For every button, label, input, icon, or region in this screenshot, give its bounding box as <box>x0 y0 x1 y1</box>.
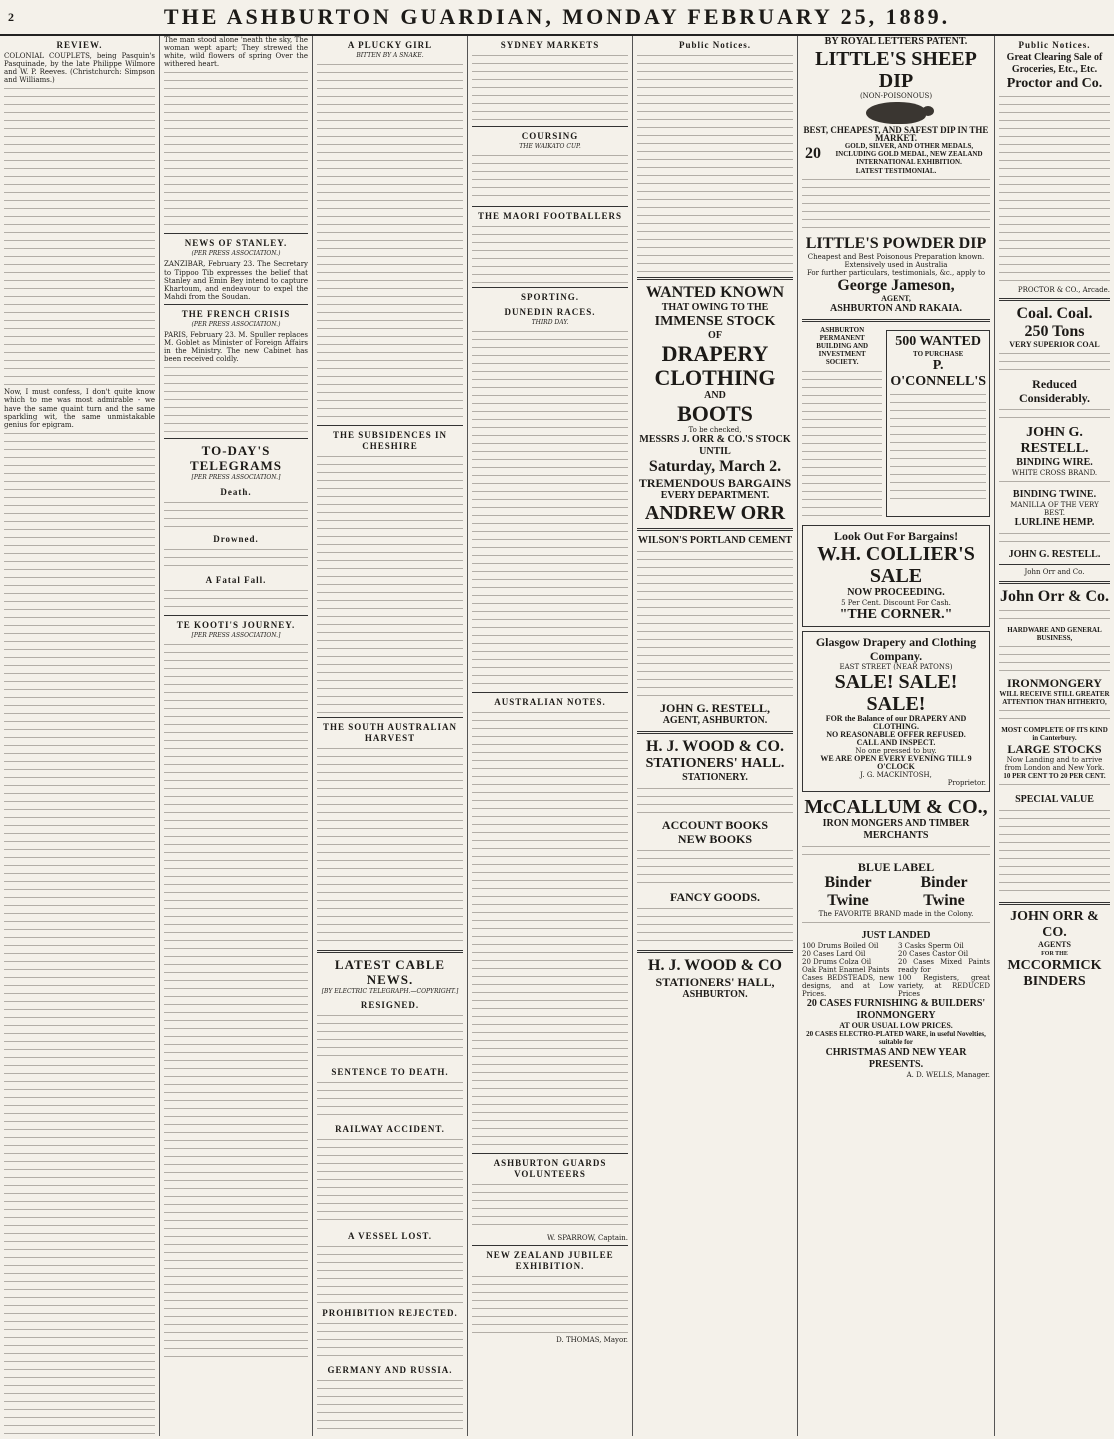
notices-heading-right: Public Notices. <box>1018 40 1091 50</box>
coursing-sub: THE WAIKATO CUP. <box>519 143 581 150</box>
french-text <box>164 365 308 435</box>
sporting-heading: SPORTING. <box>521 292 579 303</box>
stationers-heading-1: STATIONERS' HALL. <box>645 756 785 772</box>
resigned-heading: RESIGNED. <box>360 1000 420 1011</box>
hardware-body <box>999 644 1110 674</box>
blue-label-heading: BLUE LABEL <box>857 859 935 874</box>
corner-heading: "THE CORNER." <box>839 606 953 622</box>
coal-tons: 250 Tons <box>1024 323 1085 341</box>
reduced-text <box>999 407 1110 423</box>
notices-text <box>637 53 793 273</box>
balance-text: FOR the Balance of our DRAPERY AND CLOTHING. <box>825 713 967 731</box>
coal-quality: VERY SUPERIOR COAL <box>1009 340 1100 350</box>
volunteers-sign: W. SPARROW, Captain. <box>546 1234 628 1243</box>
large-stocks-heading: LARGE STOCKS <box>1007 742 1102 757</box>
boots-heading: BOOTS <box>677 401 753 426</box>
collier-heading: W.H. COLLIER'S SALE <box>817 542 975 587</box>
column-telegrams <box>160 36 313 1436</box>
landed-right-item: 3 Casks Sperm Oil <box>898 941 964 950</box>
jameson-pre: For further particulars, testimonials, &c., apply to <box>806 268 986 277</box>
account-books-heading: ACCOUNT BOOKS <box>661 818 769 833</box>
wanted-500-heading: 500 WANTED <box>895 334 981 350</box>
coal-heading: Coal. Coal. <box>1016 305 1093 323</box>
review-note: Now, I must confess, I don't quite know which to me was most admirable - we have the same quaint turn and the same sparkling wit, the same unmistakable genius for epigram. <box>4 388 155 429</box>
manilla-text: MANILLA OF THE VERY BEST. <box>1010 501 1099 518</box>
restell-heading-2: JOHN G. RESTELL. <box>1008 549 1101 561</box>
page-columns <box>0 36 1114 1436</box>
dunedin-heading: DUNEDIN RACES. <box>504 307 596 318</box>
attention-body <box>999 708 1110 724</box>
jubilee-text <box>472 1274 628 1334</box>
to-be-checked: To be checked, <box>688 426 742 434</box>
clearing-heading: Great Clearing Sale of Groceries, Etc., Etc. <box>1006 52 1103 75</box>
landed-right-item: 20 Cases Mixed Paints ready for <box>898 957 990 974</box>
french-body: PARIS, February 23. M. Spuller replaces M. Goblet as Minister of Foreign Affairs in the Ministry. The new Cabinet has been received coldly. <box>164 331 308 364</box>
orr-intro-text <box>999 608 1110 624</box>
mccallum-heading: McCALLUM & CO., <box>804 795 988 818</box>
proctor-heading: Proctor and Co. <box>1006 76 1103 91</box>
saturday-heading: Saturday, March 2. <box>648 458 782 476</box>
society-text <box>802 369 882 519</box>
notices-heading: Public Notices. <box>679 40 751 50</box>
pressed-text: No one pressed to buy. <box>855 747 937 756</box>
column-news <box>313 36 468 1436</box>
open-text: WE ARE OPEN EVERY EVENING TILL 9 O'CLOCK <box>820 754 972 772</box>
no-reasonable-text: NO REASONABLE OFFER REFUSED. <box>826 729 966 739</box>
powder-dip-sub: Cheapest and Best Poisonous Preparation known. Extensively used in Australia <box>807 252 985 269</box>
cable-news-sub: [BY ELECTRIC TELEGRAPH.—COPYRIGHT.] <box>321 988 459 996</box>
french-sub: (PER PRESS ASSOCIATION.) <box>191 320 281 328</box>
ironmongery-heading: IRONMONGERY <box>1007 675 1102 690</box>
favourite-text <box>802 920 990 928</box>
lurline-text <box>999 531 1110 547</box>
volunteers-text <box>472 1182 628 1232</box>
stanley-sub: (PER PRESS ASSOCIATION.) <box>191 250 281 258</box>
testimonial-text <box>802 177 990 233</box>
maori-heading: THE MAORI FOOTBALLERS <box>477 211 623 222</box>
harvest-heading: THE SOUTH AUSTRALIAN HARVEST <box>322 722 458 744</box>
review-lead: COLONIAL COUPLETS, being Pasquin's Pasquinade, by the late Philippe Wilmore and W. P. Reeves. (Christchurch: Simpson and Williams.) <box>4 52 155 85</box>
stationery-text <box>637 786 793 816</box>
landed-right-item: 20 Cases Castor Oil <box>898 949 969 958</box>
bargains-heading: TREMENDOUS BARGAINS <box>638 476 792 491</box>
society-heading: ASHBURTON PERMANENT BUILDING AND INVESTMENT SOCIETY. <box>816 326 869 367</box>
stanley-body: ZANZIBAR, February 23. The Secretary to Tippoo Tib expresses the belief that Stanley and Emin Bey intend to capture Khartoum, and endeavour to expel the Mahdi from the Soudan. <box>164 260 308 301</box>
white-cross: WHITE CROSS BRAND. <box>1011 469 1098 478</box>
railway-heading: RAILWAY ACCIDENT. <box>335 1124 445 1135</box>
landed-left-item: Oak Paint Enamel Paints <box>802 965 890 974</box>
andrew-orr-heading: ANDREW ORR <box>644 502 786 525</box>
and-text: AND <box>704 390 726 401</box>
resigned-text <box>317 1013 463 1063</box>
for-the-text: FOR THE <box>1041 950 1068 957</box>
telegrams-sub: [PER PRESS ASSOCIATION.] <box>191 474 281 482</box>
wanted-known-heading: WANTED KNOWN <box>645 284 785 301</box>
sheep-icon <box>866 102 926 124</box>
railway-text <box>317 1137 463 1227</box>
column-review <box>0 36 160 1436</box>
special-value-heading: SPECIAL VALUE <box>1015 794 1094 806</box>
testimonial-heading: LATEST TESTIMONIAL. <box>855 166 937 175</box>
prohibition-text <box>317 1321 463 1361</box>
clothing-heading: CLOTHING <box>654 365 776 390</box>
coursing-text <box>472 153 628 203</box>
landed-left-item: 20 Cases Lard Oil <box>802 949 866 958</box>
oconnell-text <box>890 392 986 502</box>
white-cross-text <box>999 479 1110 487</box>
landed-left-item: Cases BEDSTEADS, new designs, and at Low Prices. <box>802 974 894 999</box>
cable-news-heading: LATEST CABLE NEWS. <box>334 957 446 988</box>
jameson-agent: AGENT, <box>881 293 911 303</box>
jubilee-sign: D. THOMAS, Mayor. <box>556 1336 628 1345</box>
binding-twine-heading: BINDING TWINE. <box>1012 489 1097 501</box>
wanted-line-3: OF <box>708 330 722 341</box>
reduced-heading: Reduced Considerably. <box>1018 377 1090 406</box>
volunteers-heading: ASHBURTON GUARDS VOLUNTEERS <box>493 1158 607 1180</box>
cement-text <box>637 549 793 699</box>
new-books-heading: NEW BOOKS <box>677 832 753 847</box>
sheep-dip-sub: (NON-POISONOUS) <box>859 92 933 100</box>
wells-sign: A. D. WELLS, Manager. <box>906 1070 990 1079</box>
poem-text <box>164 70 308 230</box>
coal-text <box>999 351 1110 375</box>
binders-heading: BINDERS <box>1023 973 1086 989</box>
glasgow-heading: Glasgow Drapery and Clothing Company. <box>815 634 977 663</box>
orr-big-heading: JOHN ORR & CO. <box>1010 909 1099 941</box>
drapery-heading: DRAPERY <box>661 341 769 366</box>
oconnell-heading: P. O'CONNELL'S <box>890 358 987 390</box>
medal-number: 20 <box>805 145 821 163</box>
orr-small: John Orr and Co. <box>1024 568 1085 577</box>
mccormick-heading: MCCORMICK <box>1007 957 1102 973</box>
ten-percent-text: 10 PER CENT TO 20 PER CENT. <box>1003 772 1106 781</box>
cement-heading: WILSON'S PORTLAND CEMENT <box>637 535 793 547</box>
landed-right-item: 100 Registers, great variety, at REDUCED Prices <box>898 974 990 999</box>
column-markets <box>468 36 633 1436</box>
harvest-text <box>317 746 463 946</box>
complete-text: MOST COMPLETE OF ITS KIND in Canterbury. <box>1001 725 1108 743</box>
death-text <box>164 500 308 530</box>
lurline-heading: LURLINE HEMP. <box>1014 517 1095 529</box>
ashburton-text: ASHBURTON. <box>682 989 748 1001</box>
stanley-heading: NEWS OF STANLEY. <box>184 238 288 249</box>
discount-text: 5 Per Cent. Discount For Cash. <box>841 598 951 607</box>
prohibition-heading: PROHIBITION REJECTED. <box>322 1308 458 1319</box>
wanted-line-1: THAT OWING TO THE <box>661 302 769 313</box>
vessel-text <box>317 1244 463 1304</box>
fatal-fall-heading: A Fatal Fall. <box>205 574 267 585</box>
column-public-notices <box>633 36 798 1436</box>
ten-percent-body <box>999 782 1110 792</box>
special-value-list <box>999 808 1110 898</box>
dunedin-sub: THIRD DAY. <box>531 319 569 327</box>
cheshire-text <box>317 454 463 714</box>
best-dip-line: BEST, CHEAPEST, AND SAFEST DIP IN THE MARKET. <box>803 125 989 144</box>
stationery-heading: STATIONERY. <box>682 772 748 784</box>
powder-dip-heading: LITTLE'S POWDER DIP <box>805 234 987 252</box>
french-heading: THE FRENCH CRISIS <box>181 308 291 319</box>
jubilee-heading: NEW ZEALAND JUBILEE EXHIBITION. <box>486 1250 614 1272</box>
stationers-heading-2: STATIONERS' HALL, <box>655 975 775 990</box>
agents-text: AGENTS <box>1038 940 1071 950</box>
restell-name: JOHN G. RESTELL, <box>659 701 771 716</box>
tekooti-text <box>164 642 308 1362</box>
proceeding-text: NOW PROCEEDING. <box>847 586 945 598</box>
stock-text: MESSRS J. ORR & CO.'S STOCK <box>639 434 791 446</box>
ironmongers-text: IRON MONGERS AND TIMBER MERCHANTS <box>822 817 970 841</box>
sheep-dip-heading: LITTLE'S SHEEP DIP <box>815 48 977 92</box>
plucky-girl-heading: A PLUCKY GIRL <box>347 40 433 50</box>
binding-wire-heading: BINDING WIRE. <box>1016 457 1093 469</box>
attention-text: WILL RECEIVE STILL GREATER ATTENTION THAN HITHERTO, <box>999 689 1110 706</box>
proprietor-text: Proprietor. <box>947 779 986 788</box>
sale-heading: SALE! SALE! SALE! <box>834 670 958 715</box>
poem-intro: The man stood alone 'neath the sky, The woman wept apart; They strewed the white, wild flowers of spring Over the withered heart. <box>164 36 308 69</box>
plucky-girl-text <box>317 62 463 422</box>
fancy-goods-heading: FANCY GOODS. <box>670 890 760 905</box>
page-number: 2 <box>8 9 14 24</box>
column-public-notices-right <box>995 36 1114 1436</box>
wanted-line-2: IMMENSE STOCK <box>654 314 776 329</box>
column-advertisements <box>798 36 995 1436</box>
purchase-text: TO PURCHASE <box>913 350 964 359</box>
patent-heading: BY ROYAL LETTERS PATENT. <box>824 36 968 47</box>
furnishing-heading: 20 CASES FURNISHING & BUILDERS' IRONMONGERY <box>806 998 986 1022</box>
lookout-heading: Look Out For Bargains! <box>833 528 959 543</box>
wood-heading-1: H. J. WOOD & CO. <box>646 738 784 756</box>
newspaper-title: THE ASHBURTON GUARDIAN, MONDAY FEBRUARY 25, 1889. <box>163 4 951 29</box>
maori-text <box>472 224 628 284</box>
review-heading: REVIEW. <box>56 40 103 50</box>
drowned-heading: Drowned. <box>213 533 259 544</box>
east-street: EAST STREET (NEAR PATONS) <box>839 662 953 671</box>
fatal-fall-text <box>164 588 308 612</box>
plucky-girl-sub: BITTEN BY A SNAKE. <box>356 52 424 59</box>
sentence-text <box>317 1080 463 1120</box>
jameson-name: George Jameson, <box>837 276 955 294</box>
tekooti-sub: [PER PRESS ASSOCIATION.] <box>191 631 281 639</box>
telegrams-heading: TO-DAY'S TELEGRAMS <box>189 443 283 474</box>
notes-text <box>472 710 628 1150</box>
markets-heading: SYDNEY MARKETS <box>500 40 600 50</box>
jameson-place: ASHBURTON AND RAKAIA. <box>830 303 962 315</box>
sentence-heading: SENTENCE TO DEATH. <box>331 1067 449 1078</box>
coursing-heading: COURSING <box>521 131 579 141</box>
landed-left-item: 20 Drums Colza Oil <box>802 957 872 966</box>
proctor-sign: PROCTOR & CO., Arcade. <box>1017 286 1110 294</box>
binder-twine-left: Binder Twine <box>824 873 872 909</box>
usual-prices: AT OUR USUAL LOW PRICES. <box>839 1021 953 1031</box>
call-text: CALL AND INSPECT. <box>856 737 936 747</box>
favourite-brand: The FAVORITE BRAND made in the Colony. <box>818 909 974 918</box>
books-text <box>637 848 793 888</box>
germany-text <box>317 1378 463 1436</box>
electro-text: 20 CASES ELECTRO-PLATED WARE, in useful Novelties, suitable for <box>806 1030 986 1047</box>
markets-text <box>472 53 628 123</box>
binder-twine-right: Binder Twine <box>920 873 968 909</box>
restell-heading: JOHN G. RESTELL. <box>1020 425 1089 457</box>
mccallum-text <box>802 844 990 858</box>
mackintosh-name: J. G. MACKINTOSH, <box>860 771 932 780</box>
drowned-text <box>164 547 308 571</box>
until-text: UNTIL <box>699 446 731 458</box>
tekooti-heading: TE KOOTI'S JOURNEY. <box>176 619 296 630</box>
masthead <box>0 0 1114 36</box>
hardware-text: HARDWARE AND GENERAL BUSINESS, <box>1007 625 1102 642</box>
vessel-heading: A VESSEL LOST. <box>348 1231 432 1242</box>
notes-heading: AUSTRALIAN NOTES. <box>494 697 606 708</box>
london-text: Now Landing and to arrive from London and New York. <box>1004 756 1105 773</box>
proctor-text <box>999 94 1110 284</box>
cheshire-heading: THE SUBSIDENCES IN CHESHIRE <box>332 430 448 452</box>
review-poem-text <box>4 431 155 1436</box>
every-dept: EVERY DEPARTMENT. <box>660 490 770 502</box>
medals-line: GOLD, SILVER, AND OTHER MEDALS, INCLUDING GOLD MEDAL, NEW ZEALAND INTERNATIONAL EXHIBITION. <box>835 142 983 167</box>
orr-heading: John Orr & Co. <box>999 587 1110 605</box>
christmas-heading: CHRISTMAS AND NEW YEAR PRESENTS. <box>825 1046 967 1070</box>
dunedin-text <box>472 329 628 689</box>
wood-heading-2: H. J. WOOD & CO <box>648 957 782 975</box>
germany-heading: GERMANY AND RUSSIA. <box>327 1365 453 1376</box>
fancy-goods-text <box>637 906 793 946</box>
review-body-text <box>4 86 155 386</box>
landed-heading: JUST LANDED <box>861 929 931 941</box>
death-heading: Death. <box>220 486 252 497</box>
landed-left-item: 100 Drums Boiled Oil <box>802 941 879 950</box>
restell-agent: AGENT, ASHBURTON. <box>662 715 768 727</box>
